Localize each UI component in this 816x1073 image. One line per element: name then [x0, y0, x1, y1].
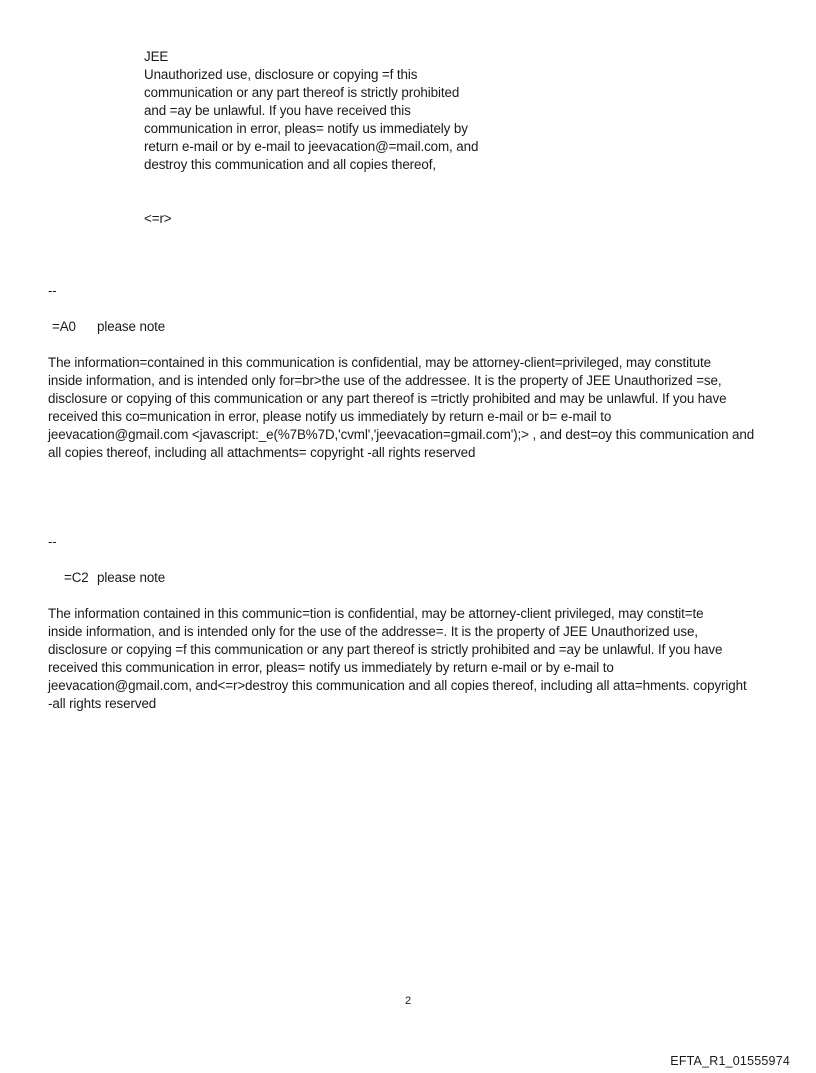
- page-number: 2: [404, 995, 412, 1007]
- paragraph-line: inside information, and is intended only for=br>the use of the addressee. It is the property of JEE Unauthorized =se,: [48, 373, 722, 388]
- separator-1: --: [48, 283, 57, 298]
- separator-2: --: [48, 534, 57, 549]
- break-marker: <=r>: [144, 211, 172, 226]
- paragraph-line: jeevacation@gmail.com <javascript:_e(%7B%7D,'cvml','jeevacation=gmail.com');> , and dest=oy this communication and: [48, 427, 755, 442]
- paragraph-line: inside information, and is intended only for the use of the addresse=. It is the property of JEE Unauthorized use,: [48, 624, 698, 639]
- note-1-prefix: =A0: [52, 319, 76, 334]
- document-id: EFTA_R1_01555974: [670, 1054, 790, 1068]
- note-2-label: please note: [97, 570, 166, 585]
- quoted-disclaimer-block: [144, 48, 504, 174]
- paragraph-line: The information=contained in this communication is confidential, may be attorney-client=privileged, may constitute: [48, 355, 711, 370]
- quoted-line: destroy this communication and all copies thereof,: [144, 157, 436, 172]
- paragraph-line: disclosure or copying =f this communication or any part thereof is strictly prohibited and =ay be unlawful. If you have: [48, 642, 723, 657]
- paragraph-line: disclosure or copying of this communication or any part thereof is =trictly prohibited and may be unlawful. If you have: [48, 391, 727, 406]
- paragraph-line: jeevacation@gmail.com, and<=r>destroy this communication and all copies thereof, including all atta=hments. copyright: [48, 678, 747, 693]
- quoted-line: communication or any part thereof is strictly prohibited: [144, 85, 460, 100]
- quoted-line: JEE: [144, 49, 169, 64]
- paragraph-line: all copies thereof, including all attachments= copyright -all rights reserved: [48, 445, 476, 460]
- note-2-prefix: =C2: [64, 570, 89, 585]
- note-1-paragraph: [48, 354, 774, 462]
- quoted-line: communication in error, pleas= notify us immediately by: [144, 121, 468, 136]
- paragraph-line: The information contained in this communic=tion is confidential, may be attorney-client privileged, may constit=te: [48, 606, 704, 621]
- paragraph-line: received this communication in error, pleas= notify us immediately by return e-mail or by e-mail to: [48, 660, 614, 675]
- paragraph-line: -all rights reserved: [48, 696, 157, 711]
- quoted-line: Unauthorized use, disclosure or copying =f this: [144, 67, 418, 82]
- note-1-label: please note: [97, 319, 166, 334]
- quoted-line: and =ay be unlawful. If you have received this: [144, 103, 411, 118]
- quoted-line: return e-mail or by e-mail to jeevacation@=mail.com, and: [144, 139, 479, 154]
- paragraph-line: received this co=munication in error, please notify us immediately by return e-mail or b= e-mail to: [48, 409, 612, 424]
- note-2-paragraph: [48, 605, 774, 713]
